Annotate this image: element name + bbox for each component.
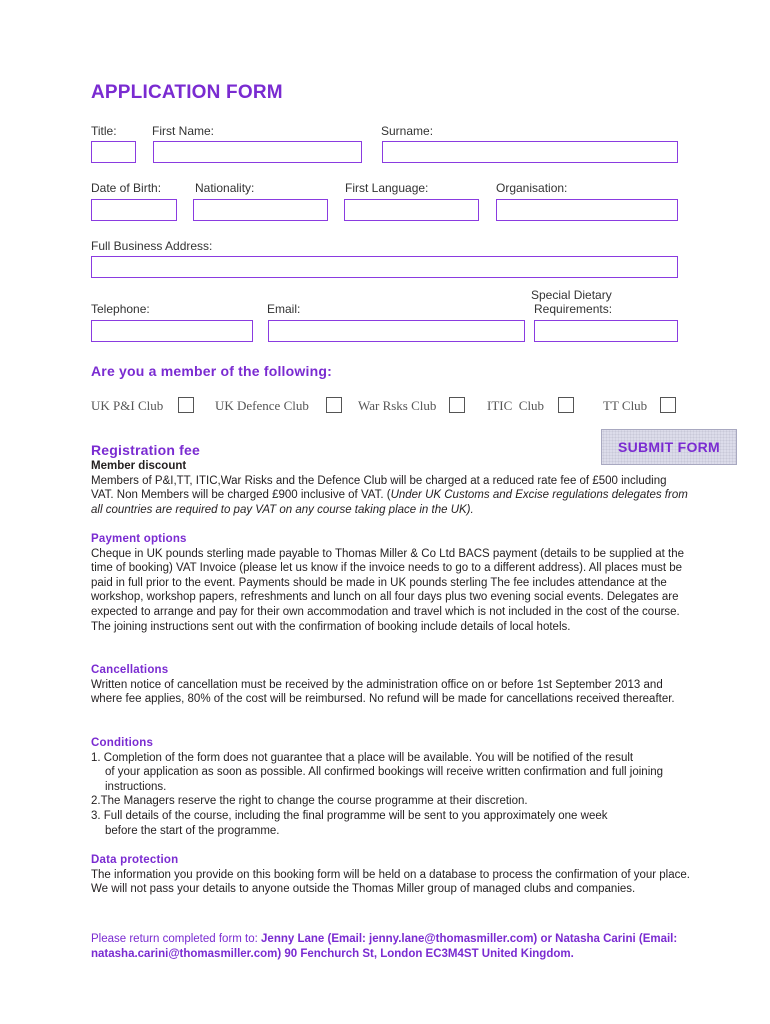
club-checkbox-uk-pi[interactable] [178,397,194,413]
dietary-label-line1: Special Dietary [531,288,612,302]
data-protection-heading: Data protection [91,854,179,866]
club-checkbox-uk-defence[interactable] [326,397,342,413]
address-label: Full Business Address: [91,239,213,253]
condition-2: 2.The Managers reserve the right to change the course programme at their discretion. [91,795,528,808]
membership-heading: Are you a member of the following: [91,363,332,379]
dietary-label-line2: Requirements: [534,302,613,316]
return-prefix: Please return completed form to: [91,933,262,945]
title-label: Title: [91,124,117,138]
club-label-war-risks: War Rsks Club [358,398,437,413]
organisation-label: Organisation: [496,181,568,195]
address-field[interactable] [91,256,678,278]
registration-section [91,459,691,517]
condition-3b: before the start of the programme. [105,824,280,837]
payment-section [91,532,691,634]
organisation-field[interactable] [496,199,678,221]
first-language-field[interactable] [344,199,479,221]
payment-heading: Payment options [91,533,187,545]
dietary-field[interactable] [534,320,678,342]
email-label: Email: [267,302,301,316]
surname-field[interactable] [382,141,678,163]
payment-text: Cheque in UK pounds sterling made payable to Thomas Miller & Co Ltd BACS payment (details to be supplied at the time of booking) VAT Invoice (please let us know if the invoice needs to go to a different address). All places must be paid in full prior to the event. Payments should be made in UK pounds sterling The fee includes attendance at the workshop, workshop papers, refreshments and lunch on all four days plus two evening social events. Delegates are expected to arrange and pay for their own accommodation and travel which is not included in the cost of the course. The joining instructions sent out with the confirmation of booking include details of local hotels. [91,547,685,633]
registration-heading: Registration fee [91,442,200,458]
cancellations-text: Written notice of cancellation must be received by the administration office on or before 1st September 2013 and where fee applies, 80% of the cost will be reimbursed. No refund will be made for cancellations received thereafter. [91,678,675,706]
conditions-section [91,736,691,838]
club-label-uk-pi: UK P&I Club [91,398,164,413]
return-contact: Jenny Lane (Email: jenny.lane@thomasmiller.com) or Natasha Carini (Email: natasha.carini@thomasmiller.com) 90 Fenchurch St, London EC3M4ST United Kingdom. [91,933,678,960]
return-instructions [91,932,691,961]
cancellations-heading: Cancellations [91,664,169,676]
email-field[interactable] [268,320,525,342]
fee-italic-note: Under UK Customs and Excise regulations delegates from all countries are required to pay VAT on any course taking place in the UK). [91,489,688,516]
data-protection-section [91,853,691,897]
data-protection-text: The information you provide on this booking form will be held on a database to process the confirmation of your place. We will not pass your details to anyone outside the Thomas Miller group of managed clubs and companies. [91,868,690,896]
dob-field[interactable] [91,199,177,221]
submit-form-button[interactable]: SUBMIT FORM [601,429,737,465]
conditions-heading: Conditions [91,737,154,749]
first-name-field[interactable] [153,141,362,163]
club-label-uk-defence: UK Defence Club [215,398,309,413]
member-discount-label: Member discount [91,460,187,472]
club-label-tt: TT Club [603,398,648,413]
title-field[interactable] [91,141,136,163]
condition-1b: of your application as soon as possible. All confirmed bookings will receive written confirmation and full joining instructions. [105,766,664,793]
cancellations-section [91,663,691,707]
club-checkbox-war-risks[interactable] [449,397,465,413]
first-name-label: First Name: [152,124,215,138]
nationality-field[interactable] [193,199,328,221]
club-label-itic: ITIC Club [487,398,545,413]
nationality-label: Nationality: [195,181,255,195]
club-checkbox-tt[interactable] [660,397,676,413]
first-language-label: First Language: [345,181,429,195]
form-title: APPLICATION FORM [91,82,283,103]
registration-fee-text [91,474,691,518]
dob-label: Date of Birth: [91,181,162,195]
surname-label: Surname: [381,124,434,138]
club-checkbox-itic[interactable] [558,397,574,413]
telephone-field[interactable] [91,320,253,342]
condition-1a: 1. Completion of the form does not guarantee that a place will be available. You will be notified of the result [91,751,634,764]
telephone-label: Telephone: [91,302,150,316]
fee-text: Members of P&I,TT, ITIC,War Risks and the Defence Club will be charged at a reduced rate fee of £500 including VAT. Non Members will be charged £900 inclusive of VAT. ( [91,474,667,502]
condition-3a: 3. Full details of the course, including the final programme will be sent to you approximately one week [91,809,608,822]
